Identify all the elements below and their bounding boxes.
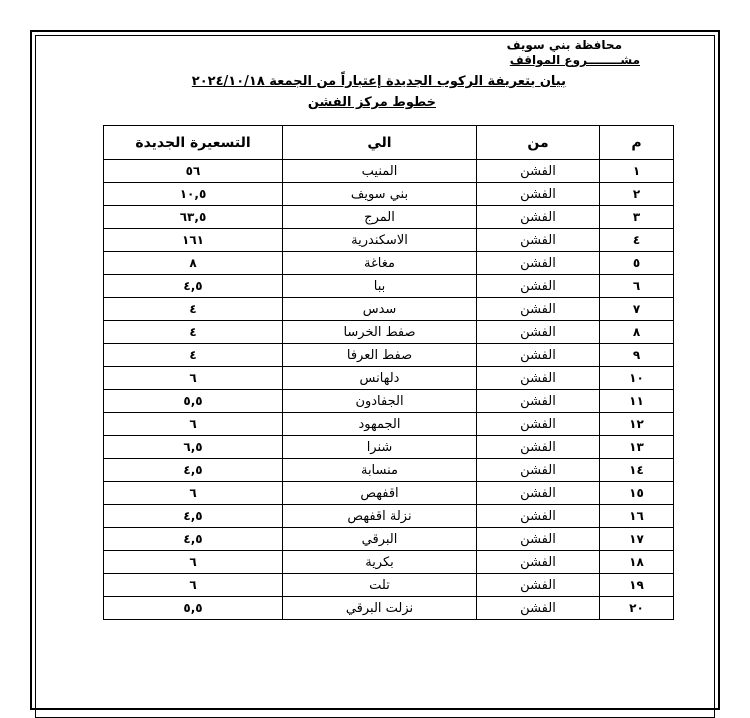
header-from: من	[477, 126, 600, 160]
row-fare: ٤,٥	[104, 528, 283, 551]
row-number: ١	[600, 160, 674, 183]
row-from: الفشن	[477, 183, 600, 206]
row-fare: ٤	[104, 298, 283, 321]
row-fare: ٤,٥	[104, 275, 283, 298]
row-number: ٩	[600, 344, 674, 367]
row-to: الجمهود	[283, 413, 477, 436]
row-from: الفشن	[477, 597, 600, 620]
table-row	[104, 160, 674, 183]
row-fare: ٦	[104, 574, 283, 597]
row-to: البرقي	[283, 528, 477, 551]
row-number: ٨	[600, 321, 674, 344]
header-num: م	[600, 126, 674, 160]
row-from: الفشن	[477, 574, 600, 597]
table-row	[104, 482, 674, 505]
row-fare: ٤,٥	[104, 505, 283, 528]
row-from: الفشن	[477, 551, 600, 574]
row-from: الفشن	[477, 229, 600, 252]
table-row	[104, 436, 674, 459]
row-fare: ٥,٥	[104, 390, 283, 413]
row-fare: ١٠,٥	[104, 183, 283, 206]
row-to: شنرا	[283, 436, 477, 459]
table-row	[104, 298, 674, 321]
row-fare: ٥,٥	[104, 597, 283, 620]
table-row	[104, 574, 674, 597]
row-from: الفشن	[477, 298, 600, 321]
row-fare: ٤	[104, 344, 283, 367]
document-subtitle: خطوط مركز الفشن	[307, 95, 436, 110]
row-to: ببا	[283, 275, 477, 298]
table-row	[104, 528, 674, 551]
row-number: ١٨	[600, 551, 674, 574]
row-number: ١٠	[600, 367, 674, 390]
header-to: الي	[283, 126, 477, 160]
row-from: الفشن	[477, 275, 600, 298]
row-fare: ٤	[104, 321, 283, 344]
row-number: ١٤	[600, 459, 674, 482]
row-from: الفشن	[477, 367, 600, 390]
row-from: الفشن	[477, 344, 600, 367]
row-fare: ٦,٥	[104, 436, 283, 459]
table-row	[104, 206, 674, 229]
row-number: ٥	[600, 252, 674, 275]
table-row	[104, 321, 674, 344]
row-to: صفط العرفا	[283, 344, 477, 367]
table-row	[104, 367, 674, 390]
row-number: ٢٠	[600, 597, 674, 620]
fares-table	[103, 125, 674, 620]
row-to: تلت	[283, 574, 477, 597]
row-fare: ٦	[104, 551, 283, 574]
row-to: نزلت البرقي	[283, 597, 477, 620]
row-fare: ٤,٥	[104, 459, 283, 482]
row-to: صفط الخرسا	[283, 321, 477, 344]
row-number: ٦	[600, 275, 674, 298]
row-from: الفشن	[477, 482, 600, 505]
row-number: ١١	[600, 390, 674, 413]
table-header-row	[104, 126, 674, 160]
project-label: مشــــــــروع المواقف	[509, 53, 640, 67]
row-from: الفشن	[477, 321, 600, 344]
row-from: الفشن	[477, 528, 600, 551]
row-from: الفشن	[477, 505, 600, 528]
row-number: ١٥	[600, 482, 674, 505]
row-fare: ٦	[104, 367, 283, 390]
row-number: ١٦	[600, 505, 674, 528]
header-fare: التسعيرة الجديدة	[104, 126, 283, 160]
row-fare: ٨	[104, 252, 283, 275]
row-to: الاسكندرية	[283, 229, 477, 252]
row-from: الفشن	[477, 459, 600, 482]
row-fare: ٦٣,٥	[104, 206, 283, 229]
row-to: مغاغة	[283, 252, 477, 275]
row-number: ١٩	[600, 574, 674, 597]
row-from: الفشن	[477, 252, 600, 275]
row-from: الفشن	[477, 206, 600, 229]
row-to: دلهانس	[283, 367, 477, 390]
row-to: اقفهص	[283, 482, 477, 505]
row-to: نزلة اقفهص	[283, 505, 477, 528]
table-row	[104, 597, 674, 620]
row-to: الجفادون	[283, 390, 477, 413]
row-to: منسابة	[283, 459, 477, 482]
table-row	[104, 183, 674, 206]
row-number: ٧	[600, 298, 674, 321]
table-row	[104, 390, 674, 413]
row-to: المرج	[283, 206, 477, 229]
row-fare: ٦	[104, 482, 283, 505]
row-number: ٤	[600, 229, 674, 252]
row-fare: ٦	[104, 413, 283, 436]
table-row	[104, 229, 674, 252]
row-number: ١٢	[600, 413, 674, 436]
row-number: ٢	[600, 183, 674, 206]
document-title: بيان بتعريفة الركوب الجديدة إعتباراً من الجمعة ٢٠٢٤/١٠/١٨	[191, 74, 566, 89]
row-to: بكرية	[283, 551, 477, 574]
row-to: سدس	[283, 298, 477, 321]
row-from: الفشن	[477, 160, 600, 183]
row-from: الفشن	[477, 436, 600, 459]
table-row	[104, 344, 674, 367]
row-number: ١٧	[600, 528, 674, 551]
row-fare: ٥٦	[104, 160, 283, 183]
table-row	[104, 413, 674, 436]
row-number: ١٣	[600, 436, 674, 459]
table-row	[104, 459, 674, 482]
table-row	[104, 252, 674, 275]
row-number: ٣	[600, 206, 674, 229]
table-row	[104, 275, 674, 298]
table-row	[104, 505, 674, 528]
row-to: بني سويف	[283, 183, 477, 206]
row-from: الفشن	[477, 413, 600, 436]
table-row	[104, 551, 674, 574]
row-fare: ١٦١	[104, 229, 283, 252]
row-from: الفشن	[477, 390, 600, 413]
governorate-label: محافظة بني سويف	[506, 38, 622, 52]
row-to: المنيب	[283, 160, 477, 183]
